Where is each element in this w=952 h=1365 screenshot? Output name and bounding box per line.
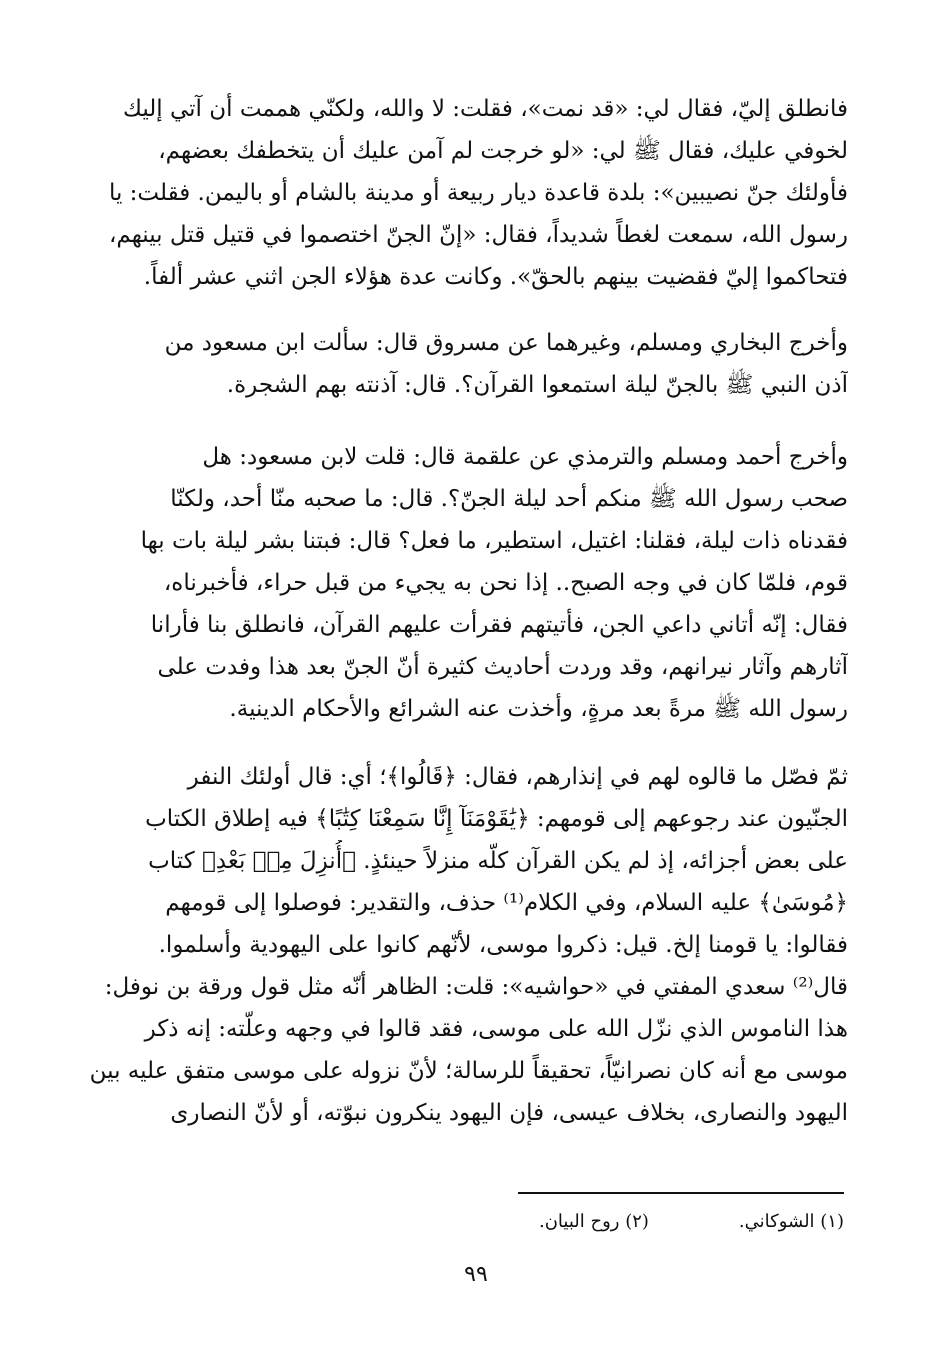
text-line: آثارهم وآثار نيرانهم، وقد وردت أحاديث كثيرة أنّ الجنّ بعد هذا وفدت على xyxy=(157,654,848,680)
text-line: ثمّ فصّل ما قالوه لهم في إنذارهم، فقال: ﴿قَالُوا﴾؛ أي: قال أولئك النفر xyxy=(187,764,848,790)
paragraph xyxy=(70,88,848,298)
text-line: قال⁽²⁾ سعدي المفتي في «حواشيه»: قلت: الظاهر أنّه مثل قول ورقة بن نوفل: xyxy=(104,974,848,1000)
text-line: وأخرج أحمد ومسلم والترمذي عن علقمة قال: قلت لابن مسعود: هل xyxy=(202,444,848,470)
text-line: آذن النبي ﷺ بالجنّ ليلة استمعوا القرآن؟. قال: آذنته بهم الشجرة. xyxy=(226,372,848,398)
text-line: وأخرج البخاري ومسلم، وغيرهما عن مسروق قال: سألت ابن مسعود من xyxy=(164,330,848,356)
text-line: على بعض أجزائه، إذ لم يكن القرآن كلّه منزلاً حينئذٍ. ﴿أُنزِلَ مِنۢ بَعْدِ﴾ كتاب xyxy=(148,848,848,874)
main-text xyxy=(70,88,848,1160)
text-line: موسى مع أنه كان نصرانيّاً، تحقيقاً للرسالة؛ لأنّ نزوله على موسى متفق عليه بين xyxy=(89,1058,848,1084)
page-number: ٩٩ xyxy=(464,1262,488,1287)
text-line: فقال: إنّه أتاني داعي الجن، فأتيتهم فقرأت عليهم القرآن، فانطلق بنا فأرانا xyxy=(150,612,848,638)
text-line: صحب رسول الله ﷺ منكم أحد ليلة الجنّ؟. قال: ما صحبه منّا أحد، ولكنّا xyxy=(170,486,848,512)
footnotes xyxy=(284,1208,844,1236)
paragraph xyxy=(70,322,848,406)
footnote-divider xyxy=(518,1192,844,1194)
text-line: هذا الناموس الذي نزّل الله على موسى، فقد قالوا في وجهه وعلّته: إنه ذكر xyxy=(144,1016,848,1042)
text-line: الجنّيون عند رجوعهم إلى قومهم: ﴿يَٰقَوْمَنَآ إِنَّا سَمِعْنَا كِتَٰبًا﴾ فيه إطلاق الكتاب xyxy=(145,806,848,832)
text-line: اليهود والنصارى، بخلاف عيسى، فإن اليهود ينكرون نبوّته، أو لأنّ النصارى xyxy=(170,1100,848,1126)
text-line: ﴿مُوسَىٰ﴾ عليه السلام، وفي الكلام⁽¹⁾ حذف، والتقدير: فوصلوا إلى قومهم xyxy=(165,890,848,916)
text-line: فانطلق إليّ، فقال لي: «قد نمت»، فقلت: لا والله، ولكنّي هممت أن آتي إليك xyxy=(122,96,848,122)
paragraph xyxy=(70,756,848,1134)
text-line: فقدناه ذات ليلة، فقلنا: اغتيل، استطير، ما فعل؟ قال: فبتنا بشر ليلة بات بها xyxy=(140,528,848,554)
text-line: لخوفي عليك، فقال ﷺ لي: «لو خرجت لم آمن عليك أن يتخطفك بعضهم، xyxy=(158,138,848,164)
footnote: (٢) روح البيان. xyxy=(538,1211,649,1232)
text-line: فأولئك جنّ نصيبين»: بلدة قاعدة ديار ربيعة أو مدينة بالشام أو باليمن. فقلت: يا xyxy=(108,180,848,206)
footnote: (١) الشوكاني. xyxy=(738,1211,844,1232)
text-line: رسول الله، سمعت لغطاً شديداً، فقال: «إنّ الجنّ اختصموا في قتيل قتل بينهم، xyxy=(108,222,848,248)
text-line: رسول الله ﷺ مرةً بعد مرةٍ، وأخذت عنه الشرائع والأحكام الدينية. xyxy=(229,696,848,722)
text-line: فتحاكموا إليّ فقضيت بينهم بالحقّ». وكانت عدة هؤلاء الجن اثني عشر ألفاً. xyxy=(143,264,848,290)
paragraph xyxy=(70,436,848,730)
text-line: فقالوا: يا قومنا إلخ. قيل: ذكروا موسى، لأنّهم كانوا على اليهودية وأسلموا. xyxy=(158,932,848,958)
text-line: قوم، فلمّا كان في وجه الصبح.. إذا نحن به يجيء من قبل حراء، فأخبرناه، xyxy=(163,570,848,596)
